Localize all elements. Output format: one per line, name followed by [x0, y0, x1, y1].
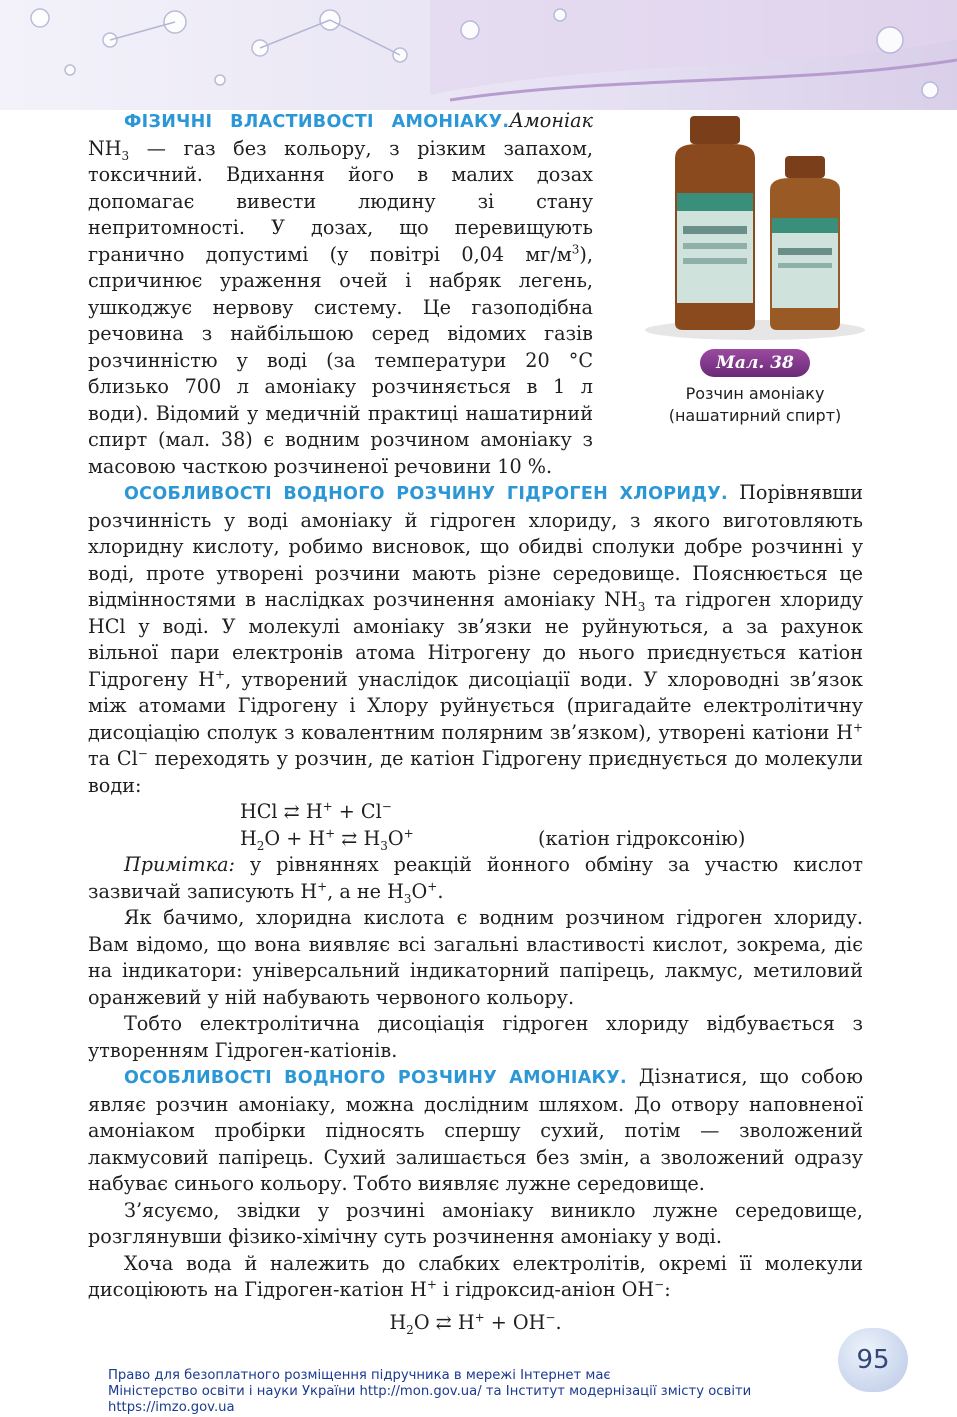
superscript: + [427, 879, 438, 894]
superscript: − [654, 1277, 665, 1292]
text: . [437, 879, 444, 903]
subscript: 3 [637, 599, 646, 614]
text: O [411, 879, 428, 903]
text: ⇄ H [335, 826, 381, 850]
text: H [389, 1310, 407, 1334]
text: та Cl [88, 747, 138, 770]
footer-copyright [108, 1368, 868, 1416]
text: O + H [264, 826, 326, 850]
text: переходять у розчин, де катіон Гідрогену приєднується до молекули води: [88, 747, 863, 797]
text: + OH [484, 1310, 546, 1334]
subscript: 2 [256, 838, 265, 853]
superscript: + [426, 1277, 437, 1292]
equation-note: (катіон гідроксонію) [538, 826, 746, 850]
text: . [555, 1310, 562, 1334]
text: O [387, 826, 404, 850]
text: Хоча вода й належить до слабких електролітів, окремі її молекули дисоціюють на Гідроген-катіон H [88, 1251, 863, 1301]
equation-hydroxonium [88, 826, 863, 853]
subscript: 3 [121, 148, 130, 163]
text: , а не H [327, 879, 404, 903]
paragraph-find-out: З’ясуємо, звідки у розчині амоніаку виникло лужне середовище, розглянувши фізико-хімічну суть розчинення амоніаку у воді. [88, 1198, 863, 1248]
paragraph-hcl-solution [88, 480, 863, 799]
footer-line2: Міністерство освіти і науки України http://mon.gov.ua/ та Інститут модернізації змісту освіти https://imzo.gov.ua [108, 1384, 752, 1415]
text: , утворений унаслідок дисоціації води. У хлороводні зв’язок між атомами Гідрогену і Хлору руйнується (пригадайте електролітичну дисоціацію сполук з ковалентним полярним зв’язком), утворені катіони H [88, 667, 864, 744]
text: і гідроксид-аніон OH [436, 1278, 655, 1301]
paragraph-note [88, 852, 863, 905]
text: + Cl [332, 800, 382, 823]
paragraph-water-dissociation [88, 1251, 863, 1304]
subscript: 3 [403, 891, 412, 906]
superscript: 3 [571, 242, 580, 257]
paragraph-conclusion: Тобто електролітична дисоціація гідроген хлориду відбувається з утворенням Гідроген-катіонів. [88, 1012, 863, 1062]
paragraph-ammonia-solution [88, 1064, 863, 1198]
superscript: + [317, 879, 328, 894]
text: — газ без кольору, з різким запахом, токсичний. Вдихання його в малих дозах допомагає вивести людину зі стану непритомності. У дозах, що перевищують гранично допустимі (у повітрі 0,04 мг/м [88, 136, 593, 266]
figure-caption-line2: (нашатирний спирт) [668, 406, 842, 425]
superscript: − [545, 1310, 556, 1325]
paragraph-physical-properties [88, 108, 593, 480]
text: HCl ⇄ H [240, 800, 323, 823]
page-body [88, 108, 863, 1336]
text: та гідроген хлориду HCl у воді. У молекулі амоніаку зв’язки не руйнуються, а за рахунок вільної пари електронів атома Нітрогену до нього приєднується катіон Гідрогену H [88, 588, 863, 691]
text: : [664, 1278, 671, 1301]
text: O ⇄ H [413, 1310, 475, 1334]
text: Порівнявши розчинність у воді амоніаку й гідроген хлориду, з якого виготовляють хлоридну кислоту, робимо висновок, що обидві сполуки добре розчинні у воді, проте утворені розчини мають різне середовище. Пояснюється це відмінностями в наслідках розчинення амоніаку NH [88, 481, 863, 611]
decorative-header-banner [0, 0, 957, 110]
superscript: + [474, 1310, 485, 1325]
heading-physical-properties: ФІЗИЧНІ ВЛАСТИВОСТІ АМОНІАКУ. [124, 112, 510, 132]
equation-water-dissociation [88, 1310, 863, 1337]
figure-caption-line1: Розчин амоніаку [685, 384, 825, 403]
note-label: Примітка: [124, 853, 235, 876]
paragraph-acid-properties: Як бачимо, хлоридна кислота є водним розчином гідроген хлориду. Вам відомо, що вона виявляє всі загальні властивості кислот, зокрема, діє на індикатори: універсальний індикаторний папірець, лакмус, метиловий оранжевий у ній набувають червоного кольору. [88, 906, 863, 1009]
page-number: 95 [838, 1328, 908, 1392]
heading-hcl-solution: ОСОБЛИВОСТІ ВОДНОГО РОЗЧИНУ ГІДРОГЕН ХЛОРИДУ. [124, 484, 728, 504]
text: у рівняннях реакцій йонного обміну за участю кислот зазвичай записують H [88, 853, 863, 903]
superscript: + [852, 720, 863, 735]
superscript: − [137, 746, 148, 761]
lead-word: Амоніак [509, 109, 593, 132]
text: Дізнатися, що собою являє розчин амоніаку, можна дослідним шляхом. До отвору наповненої амоніаком пробірки підносять спершу сухий, потім — зволожений лакмусовий папірець. Сухий залишається без змін, а зволожений одразу набуває синього кольору. Тобто виявляє лужне середовище. [88, 1065, 863, 1195]
text: H [240, 826, 257, 850]
equation-hcl-dissociation [88, 799, 863, 826]
subscript: 2 [406, 1322, 414, 1337]
superscript: + [325, 826, 336, 841]
text: ), спричинює ураження очей і набряк легень, ушкоджує нервову систему. Це газоподібна речовина з найбільшою серед відомих газів розчинністю у воді (за температури 20 °С близько 700 л амоніаку розчиняється в 1 л води). Відомий у медичній практиці нашатирний спирт (мал. 38) є водним розчином амоніаку з масовою часткою розчиненої речовини 10 %. [88, 242, 593, 478]
footer-line1: Право для безоплатного розміщення підручника в мережі Інтернет має [108, 1368, 611, 1383]
superscript: + [215, 667, 226, 682]
superscript: + [403, 826, 414, 841]
superscript: + [322, 799, 333, 814]
figure-number-badge: Мал. 38 [700, 349, 810, 377]
subscript: 3 [380, 838, 388, 853]
superscript: − [381, 799, 392, 814]
heading-ammonia-solution: ОСОБЛИВОСТІ ВОДНОГО РОЗЧИНУ АМОНІАКУ. [124, 1068, 627, 1088]
text: NH [88, 136, 122, 160]
